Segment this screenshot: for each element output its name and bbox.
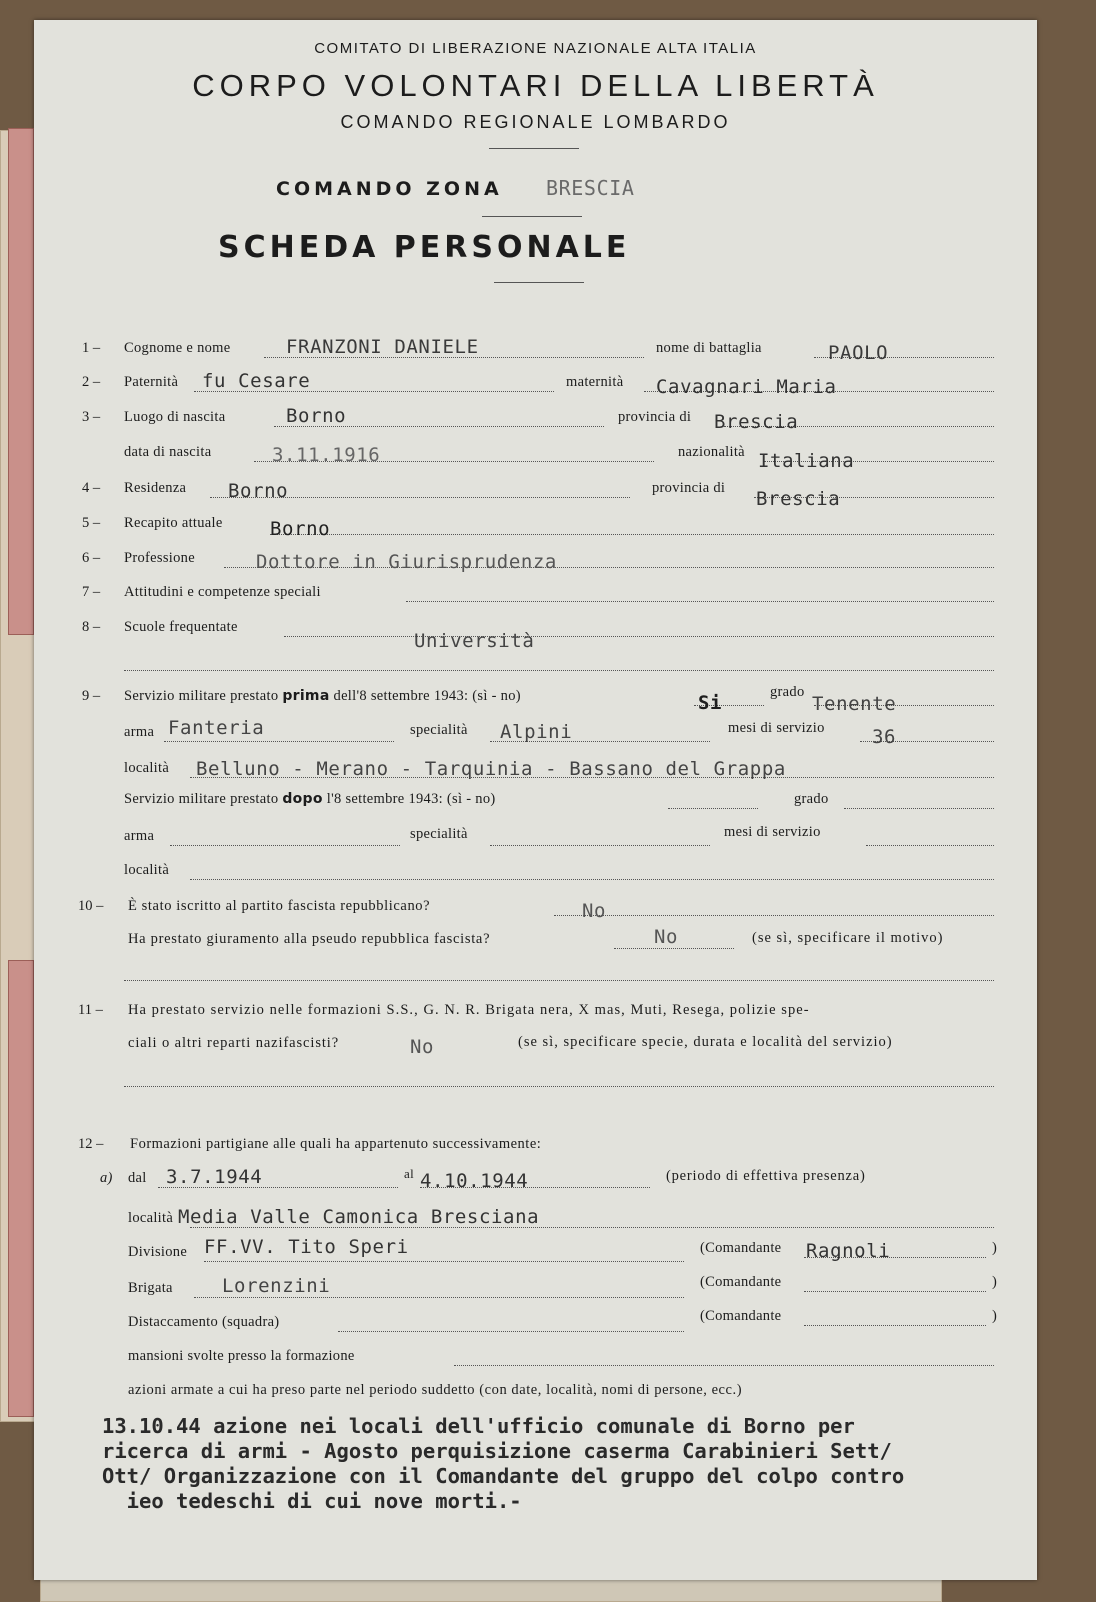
field-2-number: 2 – [82, 374, 101, 390]
brigata-line [194, 1297, 684, 1298]
al-value: 4.10.1944 [420, 1170, 529, 1192]
residenza-value: Borno [228, 480, 289, 502]
arma-value: Fanteria [168, 717, 265, 739]
luogo-nascita-label: Luogo di nascita [124, 409, 226, 425]
nazionalita-label: nazionalità [678, 444, 745, 460]
grado-label: grado [770, 684, 805, 700]
azioni-line-4: ieo tedeschi di cui nove morti.- [102, 1489, 522, 1513]
formazioni-label: Formazioni partigiane alle quali ha appartenuto successivamente: [130, 1136, 542, 1152]
arma-line [164, 741, 394, 742]
cognome-nome-label: Cognome e nome [124, 340, 231, 356]
field-7-number: 7 – [82, 584, 101, 600]
servizio-prima-value: Si [698, 692, 723, 714]
specialita2-label: specialità [410, 826, 468, 842]
mesi2-line [866, 845, 994, 846]
servizio-dopo-post: l'8 settembre 1943: (sì - no) [326, 791, 496, 807]
field-4-number: 4 – [82, 480, 101, 496]
comando-zona-value: BRESCIA [546, 176, 635, 200]
comandante-brigata-line [804, 1291, 986, 1292]
scuole-label: Scuole frequentate [124, 619, 238, 635]
servizio-prima-bold: prima [282, 688, 330, 704]
attitudini-label: Attitudini e competenze speciali [124, 584, 321, 600]
servizio-formazioni-answer: No [410, 1036, 435, 1058]
pink-folder-tab-top [8, 128, 34, 635]
servizio-dopo-bold: dopo [282, 791, 323, 807]
iscritto-partito-question: È stato iscritto al partito fascista repubblicano? [128, 898, 431, 914]
servizio-dopo-label [124, 791, 496, 808]
maternita-value: Cavagnari Maria [656, 376, 837, 398]
arma2-line [170, 845, 400, 846]
recapito-line [270, 534, 994, 535]
giuramento-motivo-line [124, 980, 994, 981]
specialita-value: Alpini [500, 721, 573, 743]
divisione-line [204, 1261, 684, 1262]
field-12-number: 12 – [78, 1136, 104, 1152]
azioni-armate-label: azioni armate a cui ha preso parte nel periodo suddetto (con date, località, nomi di persone, ecc.) [128, 1382, 743, 1398]
corpo-heading: CORPO VOLONTARI DELLA LIBERTÀ [192, 68, 879, 103]
provincia-nascita-label: provincia di [618, 409, 692, 425]
nome-battaglia-value: PAOLO [828, 342, 889, 364]
servizio-prima-post: dell'8 settembre 1943: (sì - no) [333, 688, 521, 704]
field-8-number: 8 – [82, 619, 101, 635]
provincia-nascita-value: Brescia [714, 411, 799, 433]
dal-value: 3.7.1944 [166, 1166, 263, 1188]
personal-record-sheet [34, 20, 1037, 1580]
title-underline [494, 282, 584, 283]
giuramento-line [614, 948, 734, 949]
data-nascita-label: data di nascita [124, 444, 212, 460]
distaccamento-line [338, 1331, 684, 1332]
nome-battaglia-label: nome di battaglia [656, 340, 762, 356]
pink-folder-tab-bottom [8, 960, 34, 1417]
iscritto-partito-answer: No [582, 900, 607, 922]
grado2-line [844, 808, 994, 809]
divisione-value: FF.VV. Tito Speri [204, 1236, 409, 1258]
formazione-localita-label: località [128, 1210, 174, 1226]
mesi-servizio-value: 36 [872, 726, 897, 748]
mansioni-label: mansioni svolte presso la formazione [128, 1348, 355, 1364]
azioni-line-2: ricerca di armi - Agosto perquisizione caserma Carabinieri Sett/ [102, 1439, 892, 1463]
localita2-line [190, 879, 994, 880]
dal-label: dal [128, 1170, 147, 1186]
servizio-prima-label [124, 688, 521, 705]
paternita-value: fu Cesare [202, 370, 311, 392]
specialita2-line [490, 845, 710, 846]
comando-zona-label: COMANDO ZONA [276, 178, 503, 200]
comandante-divisione-label: (Comandante [700, 1240, 782, 1256]
field-9-number: 9 – [82, 688, 101, 704]
localita-label: località [124, 760, 170, 776]
azioni-line-3: Ott/ Organizzazione con il Comandante del gruppo del colpo contro [102, 1464, 905, 1488]
servizio-dopo-pre: Servizio militare prestato [124, 791, 279, 807]
header-divider-2 [482, 216, 582, 217]
formazione-localita-value: Media Valle Camonica Bresciana [178, 1206, 540, 1228]
comandante-divisione-value: Ragnoli [806, 1240, 891, 1262]
divisione-label: Divisione [128, 1244, 188, 1260]
page-title: SCHEDA PERSONALE [218, 230, 631, 265]
localita-value: Belluno - Merano - Tarquinia - Bassano del Grappa [196, 758, 786, 780]
brigata-value: Lorenzini [222, 1275, 331, 1297]
comitato-heading: COMITATO DI LIBERAZIONE NAZIONALE ALTA ITALIA [314, 40, 757, 57]
scuole-line-2 [124, 670, 994, 671]
data-nascita-value: 3.11.1916 [272, 444, 381, 466]
comandante-brigata-label: (Comandante [700, 1274, 782, 1290]
servizio-dopo-line [668, 808, 758, 809]
servizio-formazioni-question-line2: ciali o altri reparti nazifascisti? [128, 1035, 340, 1051]
servizio-prima-pre: Servizio militare prestato [124, 688, 279, 704]
giuramento-answer: No [654, 926, 679, 948]
specialita-label: specialità [410, 722, 468, 738]
servizio-formazioni-line [124, 1086, 994, 1087]
paternita-label: Paternità [124, 374, 179, 390]
comandante-divisione-close: ) [992, 1240, 998, 1256]
formazione-a-marker: a) [100, 1170, 113, 1186]
provincia-residenza-value: Brescia [756, 488, 841, 510]
attitudini-line [406, 601, 994, 602]
comando-regionale-heading: COMANDO REGIONALE LOMBARDO [340, 112, 731, 132]
distaccamento-label: Distaccamento (squadra) [128, 1314, 280, 1330]
professione-value: Dottore in Giurisprudenza [256, 551, 557, 573]
comandante-distaccamento-label: (Comandante [700, 1308, 782, 1324]
recapito-value: Borno [270, 518, 331, 540]
professione-label: Professione [124, 550, 195, 566]
provincia-residenza-label: provincia di [652, 480, 726, 496]
arma-label: arma [124, 724, 155, 740]
brigata-label: Brigata [128, 1280, 173, 1296]
azioni-line-1: 13.10.44 azione nei locali dell'ufficio comunale di Borno per [102, 1414, 855, 1438]
localita2-label: località [124, 862, 170, 878]
iscritto-partito-line [554, 915, 994, 916]
recapito-label: Recapito attuale [124, 515, 223, 531]
comandante-distaccamento-line [804, 1325, 986, 1326]
al-label: al [404, 1166, 414, 1181]
residenza-label: Residenza [124, 480, 187, 496]
comandante-brigata-close: ) [992, 1274, 998, 1290]
luogo-nascita-value: Borno [286, 405, 347, 427]
mansioni-line [454, 1365, 994, 1366]
cognome-nome-value: FRANZONI DANIELE [286, 336, 479, 358]
grado2-label: grado [794, 791, 829, 807]
field-5-number: 5 – [82, 515, 101, 531]
comandante-distaccamento-close: ) [992, 1308, 998, 1324]
scuole-value: Università [414, 630, 535, 652]
scuole-line [284, 636, 994, 637]
servizio-formazioni-note: (se sì, specificare specie, durata e località del servizio) [518, 1034, 893, 1050]
field-10-number: 10 – [78, 898, 104, 914]
giuramento-note: (se sì, specificare il motivo) [752, 930, 944, 946]
arma2-label: arma [124, 828, 155, 844]
periodo-note: (periodo di effettiva presenza) [666, 1168, 866, 1184]
mesi2-label: mesi di servizio [724, 824, 821, 840]
maternita-label: maternità [566, 374, 624, 390]
header-divider-1 [489, 148, 579, 149]
mesi-servizio-label: mesi di servizio [728, 720, 825, 736]
grado-value: Tenente [812, 693, 897, 715]
servizio-formazioni-question-line1: Ha prestato servizio nelle formazioni S.S., G. N. R. Brigata nera, X mas, Muti, Resega, polizie spe- [128, 1002, 810, 1018]
field-1-number: 1 – [82, 340, 101, 356]
field-3-number: 3 – [82, 409, 101, 425]
field-11-number: 11 – [78, 1002, 103, 1018]
nazionalita-value: Italiana [758, 450, 855, 472]
giuramento-question: Ha prestato giuramento alla pseudo repubblica fascista? [128, 931, 491, 947]
field-6-number: 6 – [82, 550, 101, 566]
